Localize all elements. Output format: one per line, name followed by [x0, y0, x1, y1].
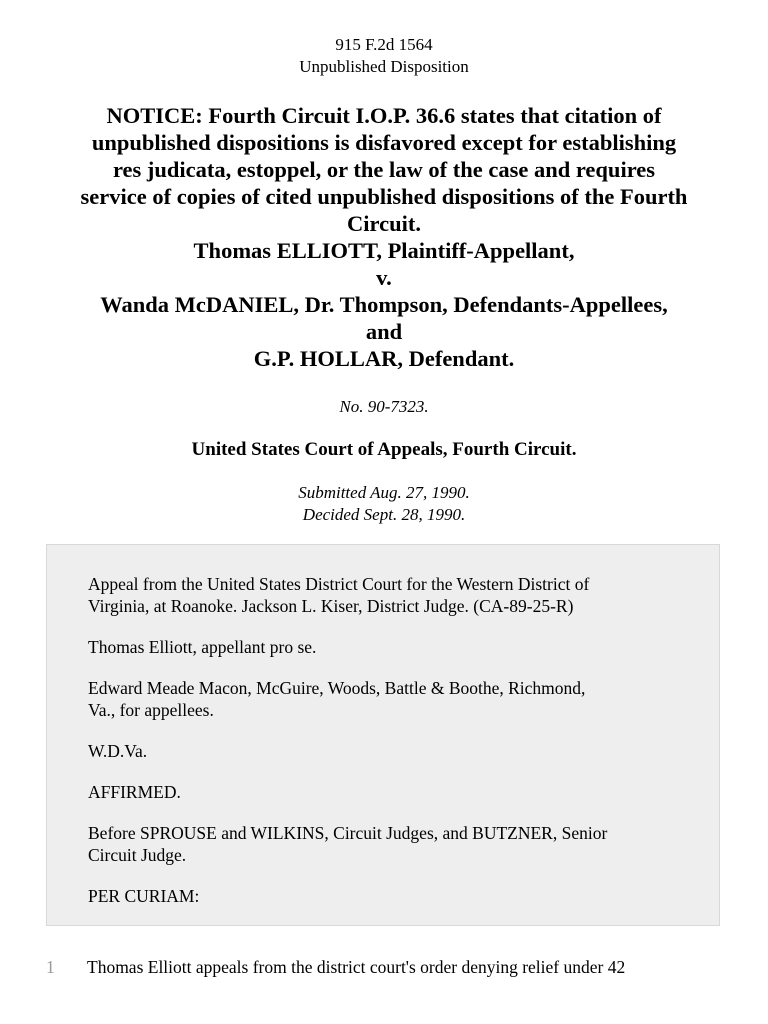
- submitted-date: Submitted Aug. 27, 1990.: [298, 483, 470, 502]
- notice-line: NOTICE: Fourth Circuit I.O.P. 36.6 states that citation of: [106, 103, 662, 128]
- decided-date: Decided Sept. 28, 1990.: [302, 505, 466, 524]
- judges-panel: Before SPROUSE and WILKINS, Circuit Judges, and BUTZNER, Senior Circuit Judge.: [88, 823, 608, 865]
- party-defendant: G.P. HOLLAR, Defendant.: [253, 346, 515, 371]
- court-name: United States Court of Appeals, Fourth Circuit.: [191, 439, 577, 460]
- party-and: and: [365, 319, 403, 344]
- appellee-counsel: Edward Meade Macon, McGuire, Woods, Battle & Boothe, Richmond, Va., for appellees.: [88, 678, 586, 720]
- party-appellant: Thomas ELLIOTT, Plaintiff-Appellant,: [193, 238, 575, 263]
- appellant-counsel: Thomas Elliott, appellant pro se.: [88, 637, 317, 657]
- paragraph-number: 1: [46, 957, 55, 977]
- case-caption: [40, 102, 728, 372]
- disposition-type: Unpublished Disposition: [299, 57, 469, 76]
- docket-number: No. 90-7323.: [339, 397, 429, 416]
- case-header: [0, 34, 768, 78]
- notice-line: service of copies of cited unpublished dispositions of the Fourth: [80, 184, 688, 209]
- notice-line: res judicata, estoppel, or the law of the case and requires: [112, 157, 656, 182]
- notice-line: Circuit.: [347, 211, 421, 236]
- appeal-info: Appeal from the United States District Court for the Western District of Virginia, at Roanoke. Jackson L. Kiser, District Judge. (CA-89-25-R): [88, 574, 590, 616]
- case-dates: [0, 482, 768, 526]
- per-curiam: PER CURIAM:: [88, 886, 200, 906]
- disposition-result: AFFIRMED.: [88, 782, 181, 802]
- paragraph-text: Thomas Elliott appeals from the district court's order denying relief under 42: [87, 957, 626, 977]
- prelims-panel: [46, 544, 720, 926]
- notice-line: unpublished dispositions is disfavored except for establishing: [91, 130, 677, 155]
- party-versus: v.: [376, 265, 392, 290]
- party-appellees: Wanda McDANIEL, Dr. Thompson, Defendants-Appellees,: [100, 292, 668, 317]
- district-abbrev: W.D.Va.: [88, 741, 148, 761]
- case-citation: 915 F.2d 1564: [335, 35, 433, 54]
